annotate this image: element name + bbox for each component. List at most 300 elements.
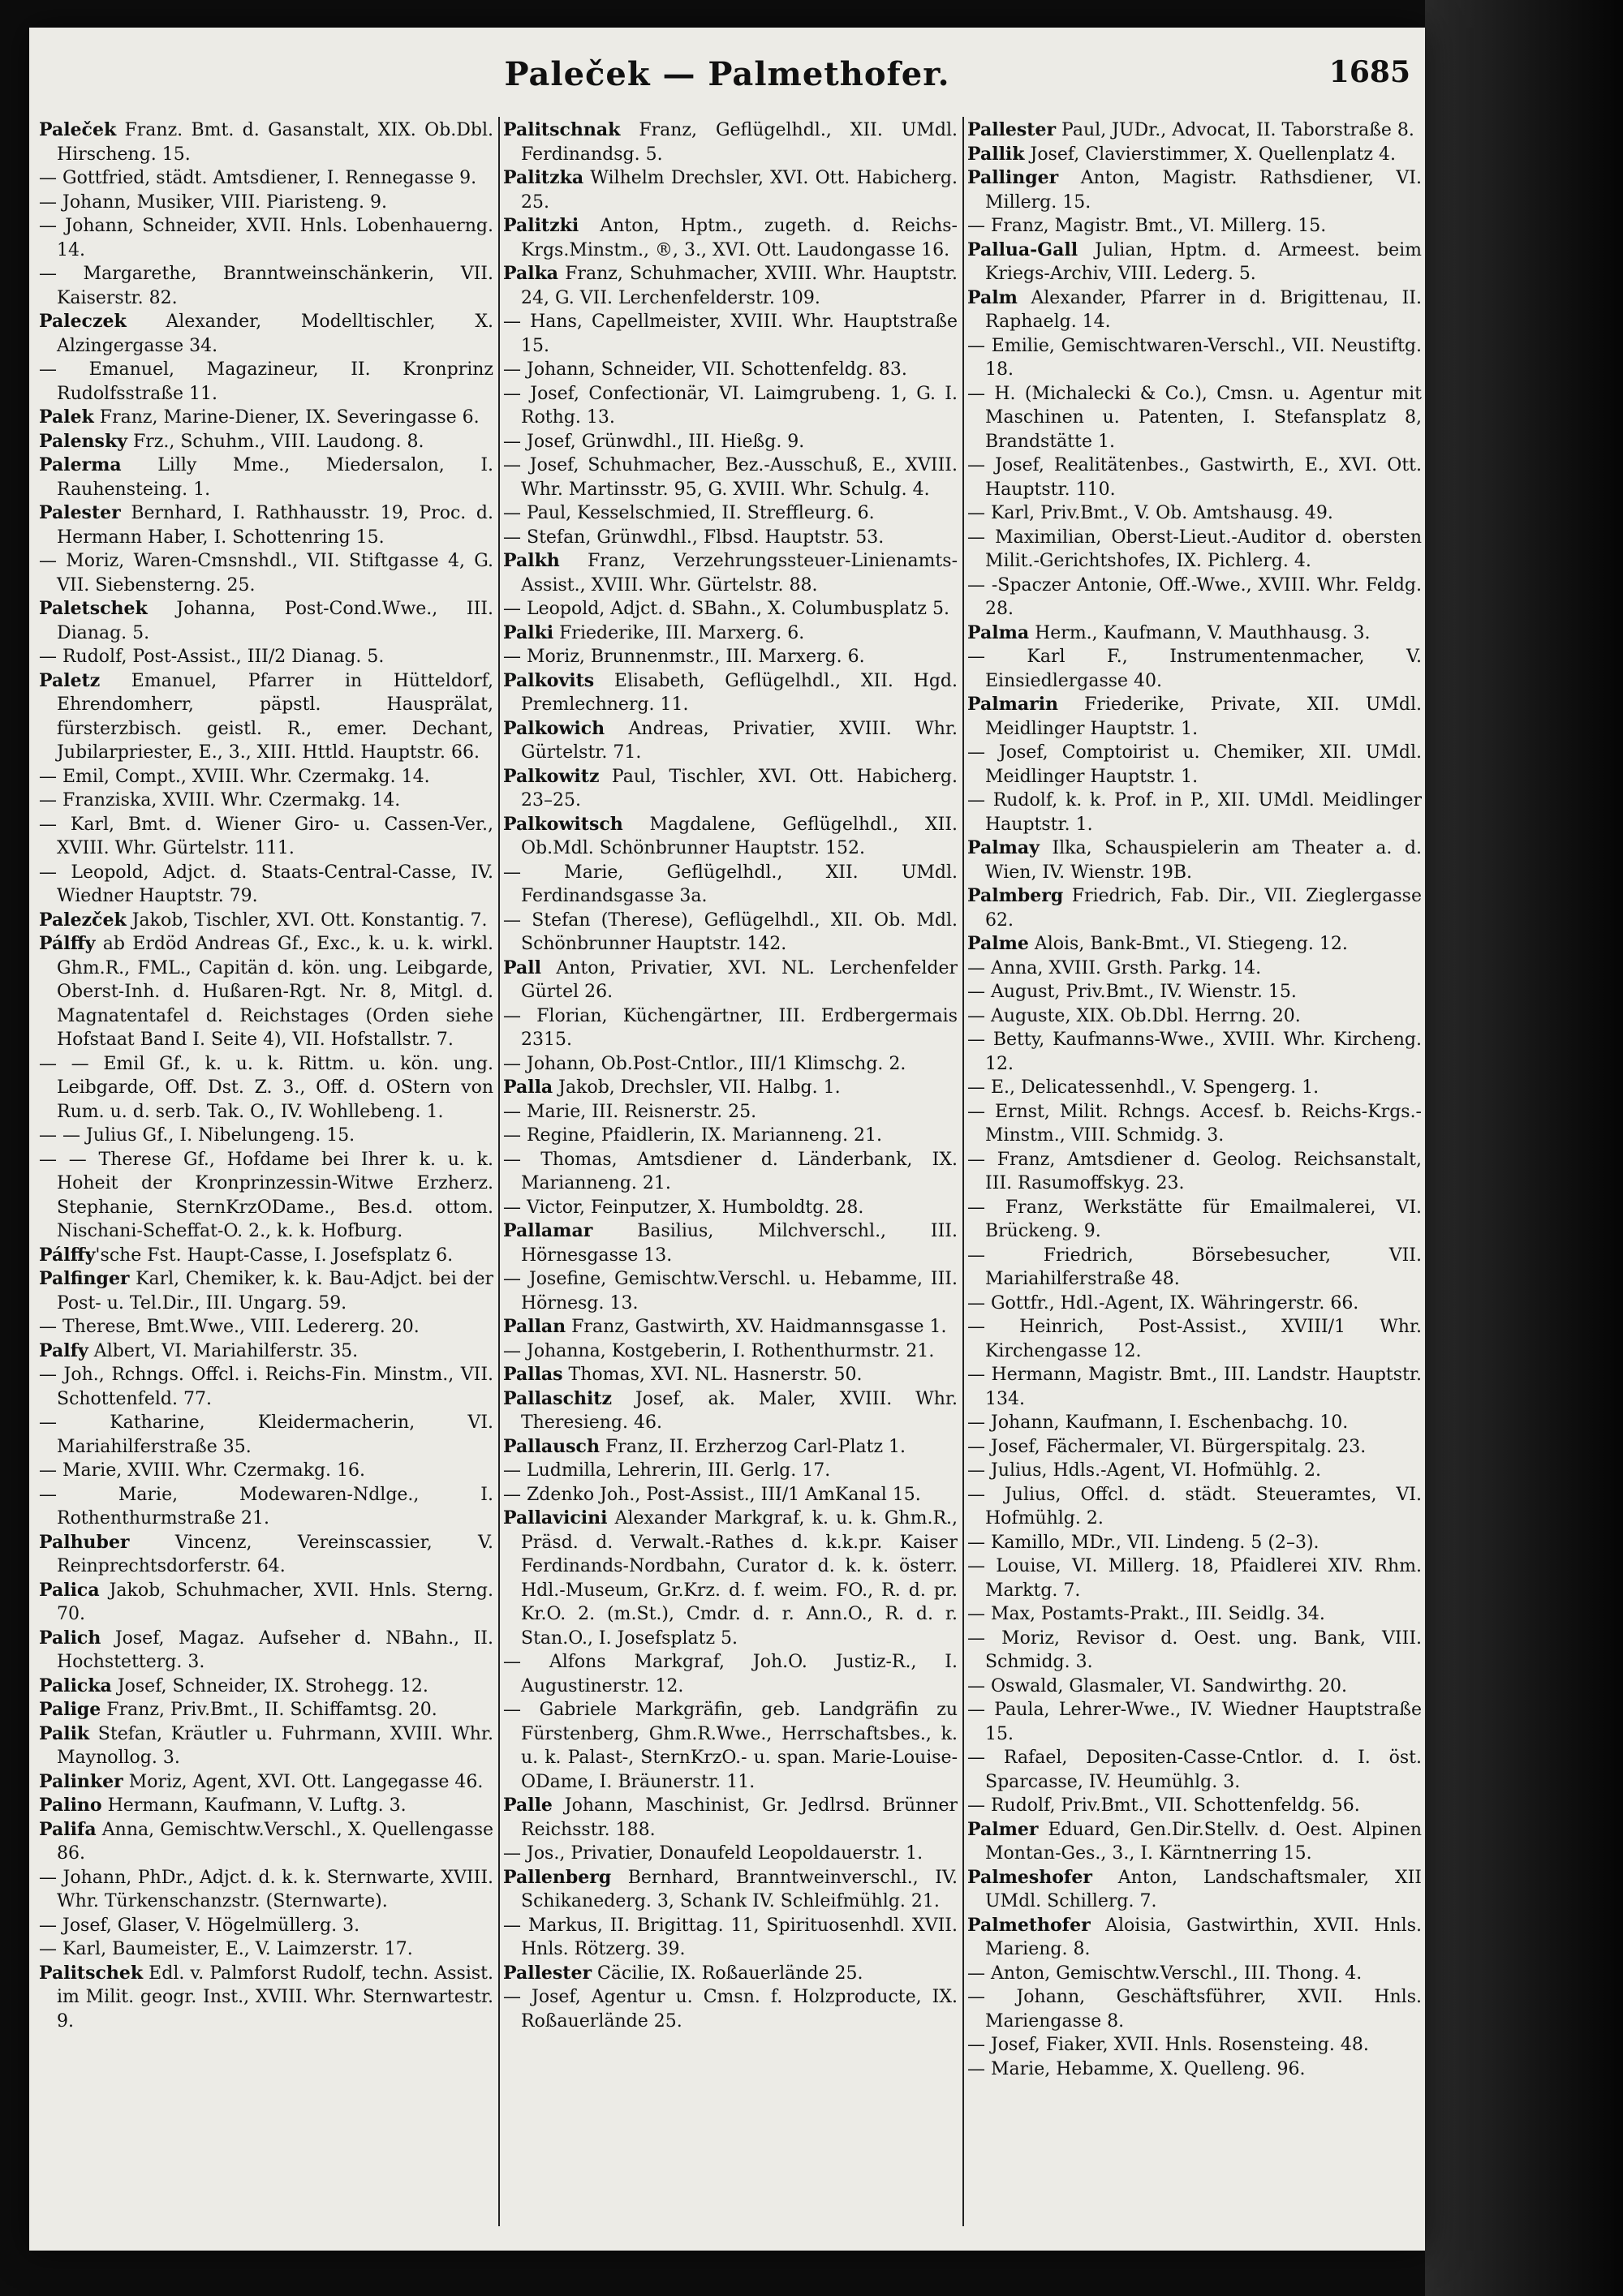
entry-text: — Moriz, Revisor d. Oest. ung. Bank, VIII. Schmidg. 3. (967, 1627, 1422, 1672)
entry-text: Edl. v. Palmforst Rudolf, techn. Assist. im Milit. geogr. Inst., XVIII. Whr. Sternwartestr. 9. (57, 1963, 493, 2032)
column-2 (503, 118, 958, 2228)
entry-text: Franz, Geflügelhdl., XII. UMdl. Ferdinandsg. 5. (521, 120, 958, 165)
directory-entry (967, 1028, 1422, 1076)
directory-entry (39, 1267, 493, 1315)
entry-text: — Markus, II. Brigittag. 11, Spirituosenhdl. XVII. Hnls. Rötzerg. 39. (503, 1915, 958, 1959)
directory-entry (967, 143, 1422, 167)
entry-surname: Palfinger (39, 1268, 130, 1289)
entry-surname: Paletz (39, 669, 101, 691)
directory-entry (967, 1962, 1422, 1986)
entry-text: — Julius, Hdls.-Agent, VI. Hofmühlg. 2. (967, 1460, 1321, 1481)
directory-entry (39, 765, 493, 789)
directory-entry (39, 597, 493, 645)
directory-entry (39, 454, 493, 501)
directory-entry (503, 1459, 958, 1483)
directory-entry (967, 1076, 1422, 1100)
entry-text: — Rudolf, k. k. Prof. in P., XII. UMdl. Meidlinger Hauptstr. 1. (967, 790, 1422, 835)
directory-entry (503, 957, 958, 1004)
directory-entry (39, 1315, 493, 1339)
directory-entry (39, 813, 493, 861)
directory-entry (967, 118, 1422, 143)
entry-text: — Johann, Kaufmann, I. Eschenbachg. 10. (967, 1412, 1349, 1433)
directory-entry (39, 1770, 493, 1795)
entry-surname: Palester (39, 502, 121, 523)
entry-text: — Ludmilla, Lehrerin, III. Gerlg. 17. (503, 1460, 831, 1481)
entry-surname: Palitschek (39, 1962, 144, 1984)
page-number: 1685 (1328, 55, 1410, 89)
directory-entry (967, 1531, 1422, 1555)
entry-text: Stefan, Kräutler u. Fuhrmann, XVIII. Whr. Maynollog. 3. (57, 1723, 493, 1768)
entry-text: — Marie, III. Reisnerstr. 25. (503, 1101, 757, 1122)
directory-entry (967, 1818, 1422, 1866)
entry-surname: Pallas (503, 1364, 563, 1385)
directory-entry (39, 1579, 493, 1627)
entry-surname: Pálffy (39, 1244, 96, 1266)
directory-entry (503, 214, 958, 262)
entry-text: — Margarethe, Branntweinschänkerin, VII. Kaiserstr. 82. (39, 264, 493, 308)
directory-entry (39, 1124, 493, 1148)
entry-surname: Paleczek (39, 311, 127, 332)
entry-text: — Friedrich, Börsebesucher, VII. Mariahilferstraße 48. (967, 1245, 1422, 1289)
entry-text: Josef, Magaz. Aufseher d. NBahn., II. Hochstetterg. 3. (57, 1627, 493, 1672)
directory-entry (39, 909, 493, 933)
entry-surname: Palik (39, 1722, 90, 1744)
entry-text: Franz, II. Erzherzog Carl-Platz 1. (599, 1436, 906, 1457)
directory-entry (967, 932, 1422, 957)
entry-text: — Julius, Offcl. d. städt. Steueramtes, VI. Hofmühlg. 2. (967, 1484, 1422, 1529)
directory-entry (503, 765, 958, 813)
entry-surname: Palkowitsch (503, 813, 623, 835)
directory-entry (39, 214, 493, 262)
entry-text: Paul, Tischler, XVI. Ott. Habicherg. 23–25. (521, 766, 958, 810)
directory-entry (967, 166, 1422, 214)
entry-text: — Franz, Magistr. Bmt., VI. Millerg. 15. (967, 216, 1327, 236)
entry-text: — Alfons Markgraf, Joh.O. Justiz-R., I. Augustinerstr. 12. (503, 1652, 958, 1696)
directory-entry (503, 621, 958, 646)
entry-text: Herm., Kaufmann, V. Mauthhausg. 3. (1029, 622, 1371, 643)
entry-surname: Palich (39, 1627, 101, 1649)
directory-entry (967, 1985, 1422, 2033)
entry-text: Ilka, Schauspielerin am Theater a. d. Wien, IV. Wienstr. 19B. (985, 838, 1422, 883)
entry-surname: Palkowich (503, 717, 605, 739)
entry-text: — Johann, Schneider, VII. Schottenfeldg. 83. (503, 359, 907, 380)
directory-entry (39, 1866, 493, 1914)
directory-entry (967, 454, 1422, 501)
entry-text: — Rafael, Depositen-Casse-Cntlor. d. I. öst. Sparcasse, IV. Heumühlg. 3. (967, 1748, 1422, 1792)
entry-text: — Gottfr., Hdl.-Agent, IX. Währingerstr. 66. (967, 1292, 1359, 1314)
entry-text: — Paul, Kesselschmied, II. Streffleurg. 6. (503, 503, 875, 523)
directory-entry (967, 957, 1422, 981)
entry-text: Bernhard, Branntweinverschl., IV. Schikanederg. 3, Schank IV. Schleifmühlg. 21. (521, 1867, 958, 1911)
entry-text: — Josef, Realitätenbes., Gastwirth, E., XVI. Ott. Hauptstr. 110. (967, 455, 1422, 500)
entry-surname: Pálffy (39, 933, 96, 954)
entry-surname: Palicka (39, 1675, 112, 1696)
page-title: Paleček — Palmethofer. (504, 55, 950, 93)
entry-text: Anton, Privatier, XVI. NL. Lerchenfelder Gürtel 26. (521, 957, 958, 1002)
directory-entry (967, 1675, 1422, 1699)
entry-surname: Pallausch (503, 1435, 600, 1457)
entry-text: Karl, Chemiker, k. k. Bau-Adjct. bei der Post- u. Tel.Dir., III. Ungarg. 59. (57, 1269, 493, 1314)
directory-entry (503, 717, 958, 765)
directory-entry (503, 1698, 958, 1794)
entry-surname: Pallamar (503, 1220, 593, 1241)
entry-text: Wilhelm Drechsler, XVI. Ott. Habicherg. 25. (521, 168, 958, 213)
entry-text: Cäcilie, IX. Roßauerlände 25. (592, 1963, 863, 1984)
entry-text: Franz, Gastwirth, XV. Haidmannsgasse 1. (566, 1317, 947, 1337)
directory-entry (503, 1962, 958, 1986)
directory-entry (967, 1315, 1422, 1363)
entry-text: — Josef, Schuhmacher, Bez.-Ausschuß, E., XVIII. Whr. Martinsstr. 95, G. XVIII. Whr. Schulg. 4. (503, 455, 958, 500)
directory-entry (503, 526, 958, 550)
directory-entry (503, 669, 958, 717)
entry-surname: Palerma (39, 454, 122, 475)
directory-entry (503, 262, 958, 310)
entry-text: — Moriz, Waren-Cmsnshdl., VII. Stiftgasse 4, G. VII. Siebensterng. 25. (39, 551, 493, 595)
directory-entry (967, 334, 1422, 382)
entry-surname: Palica (39, 1579, 100, 1601)
entry-surname: Pallester (967, 119, 1057, 140)
directory-entry (967, 836, 1422, 884)
directory-entry (39, 669, 493, 765)
directory-entry (39, 1052, 493, 1124)
entry-text: — Emilie, Gemischtwaren-Verschl., VII. Neustiftg. 18. (967, 335, 1422, 380)
entry-text: Friederike, III. Marxerg. 6. (553, 622, 805, 643)
entry-text: Eduard, Gen.Dir.Stellv. d. Oest. Alpinen Montan-Ges., 3., I. Kärntnerring 15. (985, 1819, 1422, 1864)
directory-entry (503, 1866, 958, 1914)
entry-text: — Kamillo, MDr., VII. Lindeng. 5 (2–3). (967, 1532, 1319, 1553)
directory-entry (503, 1842, 958, 1866)
entry-text: — Josef, Grünwdhl., III. Hießg. 9. (503, 431, 805, 452)
directory-entry (39, 1698, 493, 1722)
entry-text: — Katharine, Kleidermacherin, VI. Mariahilferstraße 35. (39, 1412, 493, 1457)
directory-entry (967, 980, 1422, 1004)
entry-text: — Rudolf, Post-Assist., III/2 Dianag. 5. (39, 647, 385, 667)
entry-text: Franz, Priv.Bmt., II. Schiffamtsg. 20. (101, 1700, 437, 1720)
directory-entry (503, 1124, 958, 1148)
directory-entry (967, 1411, 1422, 1435)
entry-text: Josef, Clavierstimmer, X. Quellenplatz 4. (1024, 144, 1397, 165)
directory-entry (503, 166, 958, 214)
entry-text: Johanna, Post-Cond.Wwe., III. Dianag. 5. (57, 599, 493, 643)
directory-entry (39, 1363, 493, 1411)
entry-surname: Palifa (39, 1818, 97, 1840)
entry-surname: Palitzki (503, 215, 579, 236)
directory-entry (39, 1962, 493, 2034)
entry-surname: Palma (967, 621, 1030, 643)
directory-entry (39, 1531, 493, 1579)
entry-text: — Stefan (Therese), Geflügelhdl., XII. Ob. Mdl. Schönbrunner Hauptstr. 142. (503, 909, 958, 954)
directory-entry (503, 1650, 958, 1698)
directory-entry (967, 1196, 1422, 1244)
column-3 (967, 118, 1422, 2228)
entry-text: Alexander, Modelltischler, X. Alzingergasse 34. (57, 312, 493, 356)
entry-text: Bernhard, I. Rathhausstr. 19, Proc. d. Hermann Haber, I. Schottenring 15. (57, 503, 493, 548)
entry-surname: Pallester (503, 1962, 592, 1984)
entry-text: Andreas, Privatier, XVIII. Whr. Gürtelstr. 71. (521, 718, 958, 763)
entry-text: Anna, Gemischtw.Verschl., X. Quellengasse 86. (57, 1819, 493, 1864)
directory-entry (503, 1219, 958, 1267)
entry-text: Hermann, Kaufmann, V. Luftg. 3. (101, 1795, 407, 1816)
directory-entry (967, 574, 1422, 621)
entry-text: Franz, Verzehrungssteuer-Linienamts-Assist., XVIII. Whr. Gürtelstr. 88. (521, 551, 958, 595)
entry-text: Albert, VI. Mariahilferstr. 35. (88, 1340, 359, 1361)
directory-entry (967, 1698, 1422, 1746)
entry-surname: Pallua-Gall (967, 239, 1078, 260)
entry-text: — Karl F., Instrumentenmacher, V. Einsiedlergasse 40. (967, 647, 1422, 691)
entry-text: Emanuel, Pfarrer in Hütteldorf, Ehrendomherr, päpstl. Hausprälat, fürsterzbisch. geistl. R., emer. Dechant, Jubilarpriester, E., 3., XIII. Httld. Hauptstr. 66. (57, 670, 493, 763)
directory-entry (967, 1627, 1422, 1675)
entry-text: Friedrich, Fab. Dir., VII. Zieglergasse 62. (985, 886, 1422, 931)
entry-text: — Johann, Musiker, VIII. Piaristeng. 9. (39, 191, 387, 213)
entry-text: — — Julius Gf., I. Nibelungeng. 15. (39, 1125, 355, 1146)
entry-surname: Palhuber (39, 1531, 130, 1553)
directory-entry (967, 2033, 1422, 2057)
directory-entry (39, 1148, 493, 1244)
directory-entry (967, 1554, 1422, 1602)
directory-entry (39, 166, 493, 191)
directory-entry (503, 861, 958, 909)
entry-surname: Palle (503, 1795, 553, 1816)
directory-entry (39, 1818, 493, 1866)
directory-entry (503, 1267, 958, 1315)
entry-surname: Palkovits (503, 669, 595, 691)
directory-entry (967, 693, 1422, 741)
entry-text: — Gabriele Markgräfin, geb. Landgräfin zu Fürstenberg, Ghm.R.Wwe., Herrschaftsbes., k. u. k. Palast-, SternKrzO.- u. span. Marie-Louise-ODame, I. Bräunerstr. 11. (503, 1700, 958, 1792)
entry-text: — Louise, VI. Millerg. 18, Pfaidlerei XIV. Rhm. Marktg. 7. (967, 1556, 1422, 1601)
entry-text: — Regine, Pfaidlerin, IX. Marianneng. 21. (503, 1125, 883, 1146)
entry-text: — Marie, XVIII. Whr. Czermakg. 16. (39, 1460, 365, 1481)
entry-text: ab Erdöd Andreas Gf., Exc., k. u. k. wirkl. Ghm.R., FML., Capitän d. kön. ung. Leibgarde, Oberst-Inh. d. Hußaren-Rgt. Nr. 8, Mitgl. d. Magnatentafel d. Reichstages (Orden siehe Hofstaat Band I. Seite 4), VII. Hofstallstr. 7. (57, 934, 493, 1050)
directory-entry (967, 214, 1422, 239)
directory-entry (39, 1411, 493, 1459)
entry-surname: Palensky (39, 430, 127, 452)
entry-surname: Paletschek (39, 598, 148, 619)
directory-entry (39, 549, 493, 597)
entry-text: Anton, Landschaftsmaler, XII UMdl. Schillerg. 7. (985, 1867, 1422, 1911)
directory-entry (967, 1292, 1422, 1316)
entry-surname: Palmer (967, 1818, 1039, 1840)
directory-entry (967, 526, 1422, 574)
entry-text: Jakob, Tischler, XVI. Ott. Konstantig. 7. (126, 909, 488, 931)
column-divider (498, 117, 500, 2226)
entry-text: — Florian, Küchengärtner, III. Erdbergermais 2315. (503, 1005, 958, 1050)
directory-entry (503, 1339, 958, 1364)
column-1 (39, 118, 493, 2228)
entry-text: 'sche Fst. Haupt-Casse, I. Josefsplatz 6. (95, 1245, 454, 1266)
directory-entry (503, 1315, 958, 1339)
entry-text: Anton, Magistr. Rathsdiener, VI. Millerg. 15. (985, 168, 1422, 213)
entry-text: Magdalene, Geflügelhdl., XII. Ob.Mdl. Schönbrunner Hauptstr. 152. (521, 814, 958, 858)
entry-text: — Franz, Amtsdiener d. Geolog. Reichsanstalt, III. Rasumoffskyg. 23. (967, 1149, 1422, 1193)
entry-text: Jakob, Drechsler, VII. Halbg. 1. (553, 1077, 841, 1098)
directory-entry (503, 1196, 958, 1220)
entry-text: — Johann, Geschäftsführer, XVII. Hnls. Mariengasse 8. (967, 1987, 1422, 2032)
directory-entry (503, 1148, 958, 1196)
entry-text: — Oswald, Glasmaler, VI. Sandwirthg. 20. (967, 1675, 1347, 1696)
entry-text: — Josef, Agentur u. Cmsn. f. Holzproducte, IX. Roßauerlände 25. (503, 1987, 958, 2032)
entry-text: — Therese, Bmt.Wwe., VIII. Ledererg. 20. (39, 1317, 420, 1337)
entry-text: — Joh., Rchngs. Offcl. i. Reichs-Fin. Minstm., VII. Schottenfeld. 77. (39, 1365, 493, 1409)
directory-entry (967, 741, 1422, 789)
directory-entry (39, 358, 493, 406)
entry-text: — Betty, Kaufmanns-Wwe., XVIII. Whr. Kircheng. 12. (967, 1030, 1422, 1074)
entry-text: — Gottfried, städt. Amtsdiener, I. Rennegasse 9. (39, 168, 477, 188)
directory-entry (503, 1387, 958, 1435)
entry-surname: Pallinger (967, 167, 1059, 188)
entry-surname: Palmethofer (967, 1914, 1091, 1936)
entry-text: — Anna, XVIII. Grsth. Parkg. 14. (967, 957, 1262, 978)
directory-entry (503, 597, 958, 621)
entry-surname: Palm (967, 286, 1018, 308)
entry-surname: Palkh (503, 550, 560, 571)
directory-entry (967, 1914, 1422, 1962)
column-divider (962, 117, 964, 2226)
entry-text: — Josef, Fiaker, XVII. Hnls. Rosensteing. 48. (967, 2035, 1369, 2055)
directory-entry (503, 813, 958, 861)
directory-entry (967, 1435, 1422, 1460)
directory-entry (967, 1004, 1422, 1029)
directory-entry (503, 1914, 958, 1962)
entry-text: Franz, Marine-Diener, IX. Severingasse 6. (93, 407, 480, 428)
directory-entry (39, 932, 493, 1052)
entry-text: — Zdenko Joh., Post-Assist., III/1 AmKanal 15. (503, 1484, 921, 1505)
entry-text: — Moriz, Brunnenmstr., III. Marxerg. 6. (503, 647, 865, 667)
entry-text: Basilius, Milchverschl., III. Hörnesgasse 13. (521, 1221, 958, 1266)
entry-text: Josef, ak. Maler, XVIII. Whr. Theresieng. 46. (521, 1388, 958, 1433)
entry-text: — Marie, Hebamme, X. Quelleng. 96. (967, 2058, 1306, 2079)
directory-entry (967, 789, 1422, 836)
directory-entry (967, 1244, 1422, 1292)
directory-entry (39, 1244, 493, 1268)
directory-entry (39, 1914, 493, 1938)
directory-entry (39, 191, 493, 215)
directory-entry (967, 382, 1422, 454)
directory-entry (39, 645, 493, 669)
entry-text: — -Spaczer Antonie, Off.-Wwe., XVIII. Whr. Feldg. 28. (967, 574, 1422, 619)
entry-text: Alois, Bank-Bmt., VI. Stiegeng. 12. (1028, 934, 1348, 954)
entry-text: — Hermann, Magistr. Bmt., III. Landstr. Hauptstr. 134. (967, 1365, 1422, 1409)
directory-entry (967, 621, 1422, 646)
directory-entry (503, 118, 958, 166)
directory-entry (503, 310, 958, 358)
directory-entry (503, 1100, 958, 1124)
directory-entry (39, 1794, 493, 1818)
entry-text: — Hans, Capellmeister, XVIII. Whr. Hauptstraße 15. (503, 312, 958, 356)
directory-entry (503, 1985, 958, 2033)
directory-entry (503, 1052, 958, 1077)
entry-surname: Palmeshofer (967, 1866, 1092, 1888)
entry-surname: Palige (39, 1699, 101, 1720)
directory-entry (967, 645, 1422, 693)
directory-entry (39, 789, 493, 813)
directory-entry (39, 1483, 493, 1531)
entry-text: Jakob, Schuhmacher, XVII. Hnls. Sterng. 70. (57, 1580, 493, 1624)
entry-surname: Palmberg (967, 885, 1064, 906)
entry-text: — Rudolf, Priv.Bmt., VII. Schottenfeldg. 56. (967, 1795, 1360, 1816)
directory-entry (39, 406, 493, 430)
directory-entry (967, 884, 1422, 932)
entry-text: — Ernst, Milit. Rchngs. Accesf. b. Reichs-Krgs.-Minstm., VIII. Schmidg. 3. (967, 1101, 1422, 1146)
entry-text: — Leopold, Adjct. d. SBahn., X. Columbusplatz 5. (503, 599, 949, 619)
directory-entry (503, 1483, 958, 1507)
entry-surname: Palla (503, 1077, 553, 1098)
directory-entry (39, 1627, 493, 1675)
entry-text: Friederike, Private, XII. UMdl. Meidlinger Hauptstr. 1. (985, 694, 1422, 739)
entry-text: — Johanna, Kostgeberin, I. Rothenthurmstr. 21. (503, 1340, 935, 1361)
entry-text: Elisabeth, Geflügelhdl., XII. Hgd. Premlechnerg. 11. (521, 670, 958, 715)
entry-text: — — Emil Gf., k. u. k. Rittm. u. kön. ung. Leibgarde, Off. Dst. Z. 3., Off. d. OStern von Rum. u. d. serb. Tak. O., IV. Wohllebeng. 1. (39, 1053, 493, 1122)
directory-entry (503, 501, 958, 526)
directory-entry (967, 1746, 1422, 1794)
entry-text: — Thomas, Amtsdiener d. Länderbank, IX. Marianneng. 21. (503, 1149, 958, 1193)
entry-surname: Pallenberg (503, 1866, 612, 1888)
entry-text: — Josefine, Gemischtw.Verschl. u. Hebamme, III. Hörnesg. 13. (503, 1269, 958, 1314)
entry-text: — Max, Postamts-Prakt., III. Seidlg. 34. (967, 1604, 1325, 1624)
directory-entry (503, 1507, 958, 1650)
entry-text: — August, Priv.Bmt., IV. Wienstr. 15. (967, 982, 1297, 1002)
entry-surname: Palfy (39, 1339, 88, 1361)
entry-text: Lilly Mme., Miedersalon, I. Rauhensteing. 1. (57, 455, 493, 500)
entry-surname: Palme (967, 933, 1029, 954)
entry-text: Vincenz, Vereinscassier, V. Reinprechtsdorferstr. 64. (57, 1532, 493, 1576)
directory-entry (967, 239, 1422, 286)
directory-entry (967, 1483, 1422, 1531)
directory-entry (967, 1363, 1422, 1411)
entry-text: — Auguste, XIX. Ob.Dbl. Herrng. 20. (967, 1005, 1301, 1026)
entry-text: — Emil, Compt., XVIII. Whr. Czermakg. 14. (39, 766, 430, 787)
directory-entry (503, 909, 958, 957)
directory-entry (39, 1675, 493, 1699)
entry-surname: Palitzka (503, 167, 584, 188)
entry-text: — Maximilian, Oberst-Lieut.-Auditor d. obersten Milit.-Gerichtshofes, IX. Pichlerg. 4. (967, 527, 1422, 571)
entry-surname: Palmarin (967, 694, 1059, 715)
entry-text: — Josef, Comptoirist u. Chemiker, XII. UMdl. Meidlinger Hauptstr. 1. (967, 742, 1422, 787)
directory-entry (39, 861, 493, 909)
entry-text: Thomas, XVI. NL. Hasnerstr. 50. (562, 1365, 863, 1385)
entry-surname: Palka (503, 263, 559, 284)
directory-entry (503, 645, 958, 669)
directory-entry (967, 501, 1422, 526)
directory-entry (503, 1435, 958, 1460)
entry-surname: Palezček (39, 909, 127, 931)
scan-background-edge (1425, 0, 1623, 2296)
directory-entry (967, 1866, 1422, 1914)
entry-text: — Johann, Ob.Post-Cntlor., III/1 Klimschg. 2. (503, 1053, 906, 1074)
entry-text: — H. (Michalecki & Co.), Cmsn. u. Agentur mit Maschinen u. Patenten, I. Stefansplatz 8, Brandstätte 1. (967, 383, 1422, 452)
directory-entry (503, 358, 958, 382)
entry-text: — Stefan, Grünwdhl., Flbsd. Hauptstr. 53. (503, 527, 885, 548)
directory-entry (39, 310, 493, 358)
entry-text: — Jos., Privatier, Donaufeld Leopoldauerstr. 1. (503, 1843, 923, 1864)
entry-text: — Marie, Modewaren-Ndlge., I. Rothenthurmstraße 21. (39, 1484, 493, 1529)
directory-page (29, 28, 1425, 2251)
entry-text: — Johann, PhDr., Adjct. d. k. k. Sternwarte, XVIII. Whr. Türkenschanzstr. (Sternwarte). (39, 1867, 493, 1911)
directory-entry (39, 430, 493, 454)
entry-text: Aloisia, Gastwirthin, XVII. Hnls. Marieng. 8. (985, 1915, 1422, 1959)
directory-entry (39, 501, 493, 549)
entry-text: — Franziska, XVIII. Whr. Czermakg. 14. (39, 790, 401, 810)
entry-text: Franz, Schuhmacher, XVIII. Whr. Hauptstr. 24, G. VII. Lerchenfelderstr. 109. (521, 264, 958, 308)
entry-surname: Palmay (967, 837, 1040, 858)
directory-entry (39, 1339, 493, 1364)
entry-text: — Karl, Bmt. d. Wiener Giro- u. Cassen-Ver., XVIII. Whr. Gürtelstr. 111. (39, 814, 493, 858)
entry-text: — Emanuel, Magazineur, II. Kronprinz Rudolfsstraße 11. (39, 359, 493, 404)
directory-entry (503, 1363, 958, 1387)
entry-surname: Paleček (39, 119, 117, 140)
entry-text: — Josef, Glaser, V. Högelmüllerg. 3. (39, 1915, 360, 1936)
entry-text: Julian, Hptm. d. Armeest. beim Kriegs-Archiv, VIII. Lederg. 5. (985, 239, 1422, 284)
directory-entry (503, 1794, 958, 1842)
